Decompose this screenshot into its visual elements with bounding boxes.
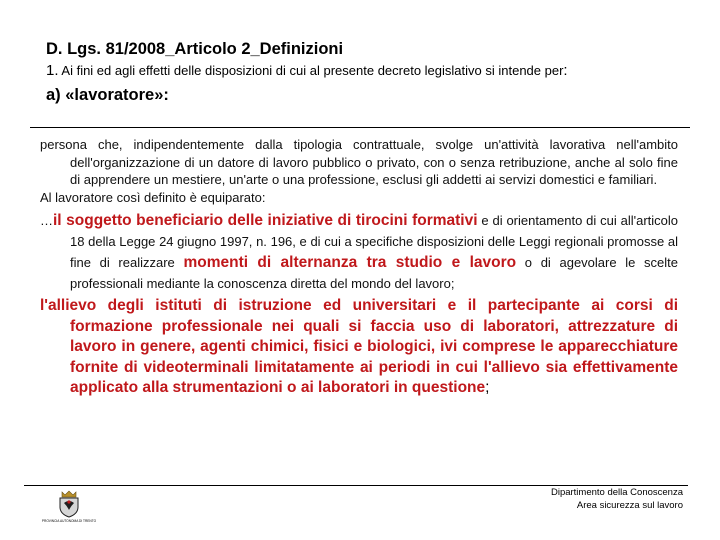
footer-line-2: Area sicurezza sul lavoro	[576, 499, 683, 511]
slide-body	[40, 136, 678, 399]
section-heading: a) «lavoratore»:	[46, 86, 169, 104]
trainee-paragraph	[40, 210, 678, 294]
intro-number: 1.	[46, 62, 59, 79]
student-end: ;	[485, 379, 490, 396]
highlight-alternanza: momenti di alternanza tra studio e lavoro	[183, 254, 517, 271]
student-paragraph	[40, 296, 678, 399]
coat-of-arms-icon	[58, 490, 80, 518]
slide-header	[46, 38, 696, 106]
trainee-suffix: o di agevolare le scelte professionali mediante la conoscenza diretta del mondo del lavoro;	[70, 255, 678, 291]
footer-line-1: Dipartimento della Conoscenza	[550, 487, 683, 498]
definition-paragraph: persona che, indipendentemente dalla tipologia contrattuale, svolge un'attività lavorativa nell'ambito dell'organizzazione di un datore di lavoro pubblico o privato, con o senza retribuzione, anche al solo fine di apprendere un mestiere, un'arte o una professione, esclusi gli addetti ai servizi domestici e familiari.	[40, 137, 678, 187]
equivalence-intro: Al lavoratore così definito è equiparato:	[40, 189, 266, 205]
slide-title: D. Lgs. 81/2008_Articolo 2_Definizioni	[46, 40, 344, 58]
footer-divider	[24, 485, 688, 486]
highlight-tirocini: il soggetto beneficiario delle iniziative di tirocini formativi	[53, 212, 478, 229]
ellipsis: …	[40, 213, 53, 228]
province-logo	[38, 488, 100, 528]
trainee-text: e di orientamento di cui all'articolo 18 della Legge 24 giugno 1997, n. 196, e di cui a specifiche disposizioni delle Leggi regionali promosse al fine di realizzare	[70, 213, 678, 270]
emblem-caption: PROVINCIA AUTONOMA DI TRENTO	[41, 519, 97, 523]
footer-department	[551, 487, 683, 512]
student-text: l'allievo degli istituti di istruzione ed universitari e il partecipante ai corsi di formazione professionale nei quali si faccia uso di laboratori, attrezzature di lavoro in genere, agenti chimici, fisici e biologici, ivi comprese le apparecchiature fornite di videoterminali limitatamente ai periodi in cui l'allievo sia effettivamente applicato alla strumentazioni o ai laboratori in questione	[40, 297, 678, 396]
header-divider	[30, 127, 690, 128]
intro-text: Ai fini ed agli effetti delle disposizioni di cui al presente decreto legislativo si intende per	[58, 63, 564, 78]
intro-colon: :	[563, 62, 568, 79]
intro-line	[46, 62, 696, 80]
